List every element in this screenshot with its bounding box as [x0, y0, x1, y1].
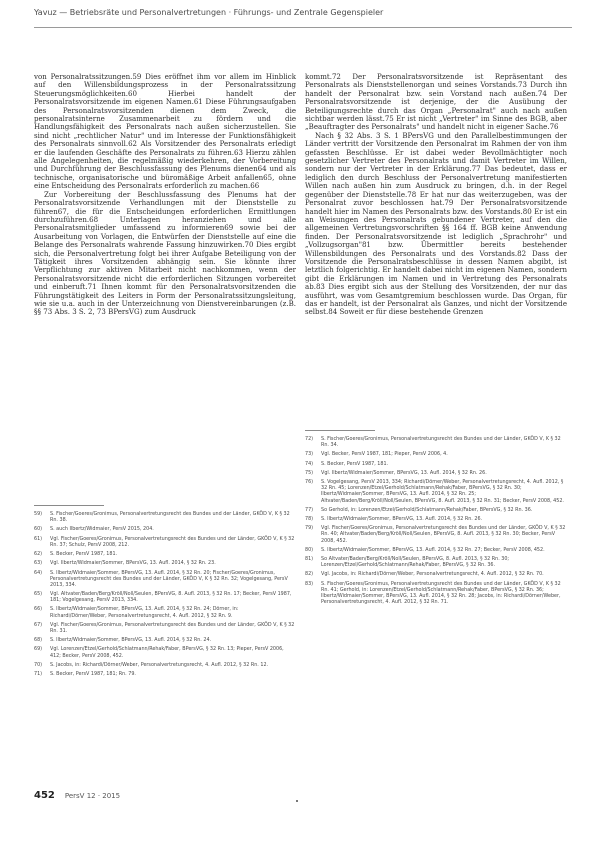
footnote-number: 80) [305, 546, 314, 553]
footnote [305, 516, 567, 522]
footnote-text: So Altvater/Baden/Berg/Kröll/Noll/Seulen, BPersVG, 8. Aufl. 2013, § 32 Rn. 30; Lorenzen/Etzel/Gerhold/Schlatmann/Rehak/Faber, BPersVG, § 32 Rn. 36. [321, 556, 510, 569]
footnote-text: S. Ilbertz/Widmaier/Sommer, BPersVG, 13. Aufl. 2014, § 32 Rn. 20; Fischer/Goeres/Gronimus, Personalvertretungsrecht des Bundes und der Länder, GKÖD V, K § 32 Rn. 32; Vogelgesang, PersV 2013, 334. [50, 569, 288, 588]
footnote [305, 461, 567, 467]
journal-reference: PersV 12 · 2015 [64, 792, 121, 800]
footnote-number: 66) [34, 606, 43, 613]
footnote-number: 78) [305, 516, 314, 523]
print-mark [296, 800, 298, 802]
footnote-text: S. Fischer/Goeres/Gronimus, Personalvertretungsrecht des Bundes und der Länder, GKÖD V, K § 32 Rn. 41; Gerhold, in: Lorenzen/Etzel/Gerhold/Schlatmann/Rehak/Faber, BPersVG, § 32 Rn. 36; Ilbertz/Widmaier/Sommer, BPersVG, 13. Aufl. 2014, § 32 Rn. 28; Jacobs, in: Richardi/Dörner/Weber, Personalvertretungsrecht, 4. Aufl. 2012, § 32 Rn. 71. [321, 580, 561, 606]
footnote [305, 571, 567, 577]
footnote [34, 551, 296, 557]
footnote [305, 556, 567, 568]
running-header: Yavuz — Betriebsräte und Personalvertretungen · Führungs- und Zentrale Gegenspieler [34, 8, 572, 28]
footnote [34, 662, 296, 668]
left-text-column [34, 73, 296, 317]
footnote-text: S. Becker, PersV 1987, 181; Rn. 79. [50, 671, 136, 678]
footnote [305, 451, 567, 457]
footnote [34, 511, 296, 523]
footnote-number: 67) [34, 621, 43, 628]
footnote-number: 82) [305, 571, 314, 578]
footnote-number: 77) [305, 506, 314, 513]
footnote-text: Vgl. Ilbertz/Widmaier/Sommer, BPersVG, 13. Aufl. 2014, § 32 Rn. 26. [321, 469, 487, 476]
footnote-text: S. Ilbertz/Widmaier/Sommer, BPersVG, 13. Aufl. 2014, § 32 Rn. 27; Becker, PersV 2008, 452. [321, 546, 545, 553]
footnote [34, 570, 296, 588]
footnote [34, 536, 296, 548]
footnote-number: 60) [34, 526, 43, 533]
footnote-text: Vgl. Ilbertz/Widmaier/Sommer, BPersVG, 13. Aufl. 2014, § 32 Rn. 23. [50, 560, 216, 567]
footnote-number: 63) [34, 560, 43, 567]
footnote [305, 436, 567, 448]
footnote-number: 70) [34, 661, 43, 668]
page-footer [34, 790, 120, 801]
footnote-text: So Gerhold, in: Lorenzen/Etzel/Gerhold/Schlatmann/Rehak/Faber, BPersVG, § 32 Rn. 36. [321, 506, 533, 513]
footnote-number: 64) [34, 569, 43, 576]
footnote-number: 75) [305, 469, 314, 476]
footnote [34, 526, 296, 532]
footnote-number: 59) [34, 511, 43, 517]
footnote-text: Vgl. Fischer/Goeres/Gronimus, Personalvertretungsrecht des Bundes und der Länder, GKÖD V, K § 32 Rn. 37; Schulz, PersV 2008, 212. [50, 535, 295, 548]
footnote-text: S. Ilbertz/Widmaier/Sommer, BPersVG, 13. Aufl. 2014, § 32 Rn. 24; Dörner, in: Richardi/Dörner/Weber, Personalvertretungsrecht, 4. Aufl. 2012, § 32 Rn. 9. [50, 606, 239, 619]
footnote-number: 69) [34, 646, 43, 653]
footnote-number: 83) [305, 580, 314, 587]
body-paragraph: Zur Vorbereitung der Beschlussfassung des Plenums hat der Personalratsvorsitzende Verhandlungen mit der Dienststelle zu führen67, die für die Entscheidungen erforderlichen Ermittlungen durchzuführen.68 Unterlagen heranziehen und alle Personalratsmitglieder umfassend zu informieren69 sowie bei der Ausarbeitung von Vorlagen, die Entwürfen der Dienststelle auf eine die Belange des Personalrats wahrende Fassung hinzuwirken.70 Dies ergibt sich, die Personalvertretung folgt bei ihrer Aufgabe Beteiligung von der Tätigkeit ihres Vorsitzenden abhängig sein. Sie könnte ihrer Verpflichtung zur aktiven Mitarbeit nicht nachkommen, wenn der Personalratsvorsitzende nicht die erforderlichen Sitzungen vorbereitet und einberuft.71 Ihnen kommt für den Personalratsvorsitzenden die Führungstätigkeit des Leiters in Form der Personalratssitzungsleitung, wie sie u.a. auch in der Unterzeichnung von Dienstvereinbarungen (z.B. §§ 73 Abs. 3 S. 2, 73 BPersVG) zum Ausdruck [34, 189, 296, 317]
footnote [305, 507, 567, 513]
footnote-text: Vgl. Fischer/Goeres/Gronimus, Personalvertretungsrecht des Bundes und der Länder, GKÖD V, K § 32 Rn. 40; Altvater/Baden/Berg/Kröll/Noll/Seulen, BPersVG, 8. Aufl. 2013, § 32 Rn. 30; Becker, PersV 2008, 452. [321, 525, 566, 544]
footnote [34, 606, 296, 618]
footnote [34, 637, 296, 643]
footnote-number: 79) [305, 525, 314, 532]
footnote-text: Vgl. Fischer/Goeres/Gronimus, Personalvertretungsrecht des Bundes und der Länder, GKÖD V, K § 32 Rn. 31. [50, 621, 295, 634]
body-paragraph: kommt.72 Der Personalratsvorsitzende ist Repräsentant des Personalrats als Dienststellenorgan und seines Vorstands.73 Durch ihn handelt der Personalrat bzw. sein Vorstand nach außen.74 Der Personalratsvorsitzende ist derjenige, der die Ausübung der Beteiligungsrechte durch das Organ „Personalrat" auch nach außen sichtbar werden lässt.75 Er ist nicht „Vertreter" im Sinne des BGB, aber „Beauftragter des Personalrats" und handelt nicht in eigener Sache.76 [305, 72, 567, 132]
footnote [34, 646, 296, 658]
footnote-number: 81) [305, 556, 314, 563]
footnote-text: S. Becker, PersV 1987, 181. [50, 551, 118, 558]
page-number: 452 [34, 790, 55, 801]
footnote-text: S. Jacobs, in: Richardi/Dörner/Weber, Personalvertretungsrecht, 4. Aufl. 2012, § 32 Rn. 12. [50, 661, 269, 668]
footnote-text: Vgl. Lorenzen/Etzel/Gerhold/Schlatmann/Rehak/Faber, BPersVG, § 32 Rn. 13; Pieper, PersV 2006, 412; Becker, PersV 2008, 452. [50, 646, 284, 659]
footnote-text: S. Fischer/Goeres/Gronimus, Personalvertretungsrecht des Bundes und der Länder, GKÖD V, K § 32 Rn. 34. [321, 436, 561, 449]
footnote-divider [34, 505, 104, 506]
footnote-number: 71) [34, 671, 43, 678]
body-paragraph: von Personalratssitzungen.59 Dies eröffnet ihm vor allem im Hinblick auf den Willensbildungsprozess in der Personalratssitzung Steuerungsmöglichkeiten.60 Hierbei handelt der Personalratsvorsitzende im eigenen Namen.61 Diese Führungsaufgaben des Personalratsvorsitzenden dienen dem Zweck, die personalratsinterne Zusammenarbeit zu fördern und die Handlungsfähigkeit des Personalrats nach außen sicherzustellen. Sie sind nicht „rechtlicher Natur" und im Interesse der Funktionsfähigkeit des Personalrats sinnvoll.62 Als Vorsitzender des Personalrats erledigt er die laufenden Geschäfte des Personalrats zu führen.63 Hierzu zählen alle Angelegenheiten, die regelmäßig wiederkehren, der Vorbereitung und Durchführung der Beschlussfassung des Plenums dienen64 und als technische, organisatorische und büromäßige Arbeit anfallen65, ohne eine Entscheidung des Personalrats erforderlich zu machen.66 [34, 72, 296, 191]
right-footnotes [305, 436, 567, 608]
footnote [305, 547, 567, 553]
footnote [34, 671, 296, 677]
footnote-divider [305, 430, 375, 431]
footnote-text: S. Fischer/Goeres/Gronimus, Personalvertretungsrecht des Bundes und der Länder, GKÖD V, K § 32 Rn. 38. [50, 511, 290, 524]
footnote-text: Vgl. Becker, PersV 1987, 181; Pieper, PersV 2006, 4. [321, 451, 448, 458]
footnote-text: Vgl. Altvater/Baden/Berg/Kröll/Noll/Seulen, BPersVG, 8. Aufl. 2013, § 32 Rn. 17; Becker, PersV 1987, 181; Vogelgesang, PersV 2013, 334. [50, 591, 292, 604]
footnote-number: 72) [305, 436, 314, 442]
footnote-number: 74) [305, 460, 314, 467]
footnote-text: S. Ilbertz/Widmaier/Sommer, BPersVG, 13. Aufl. 2014, § 32 Rn. 24. [50, 637, 212, 644]
footnote [34, 622, 296, 634]
footnote-number: 65) [34, 591, 43, 598]
footnote-text: S. Becker, PersV 1987, 181. [321, 460, 389, 467]
footnote [305, 479, 567, 503]
footnote [305, 525, 567, 543]
right-text-column [305, 73, 567, 317]
footnote [305, 470, 567, 476]
footnote-text: S. Ilbertz/Widmaier/Sommer, BPersVG, 13. Aufl. 2014, § 32 Rn. 26. [321, 516, 483, 523]
footnote [34, 591, 296, 603]
footnote-number: 61) [34, 535, 43, 542]
body-paragraph: Nach § 32 Abs. 3 S. 1 BPersVG und den Parallelbestimmungen der Länder vertritt der Vorsitzende den Personalrat im Rahmen der von ihm gefassten Beschlüsse. Er ist dabei weder Bevollmächtigter noch gesetzlicher Vertreter des Personalrats und damit Vertreter im Willen, sondern nur der Vertreter in der Erklärung.77 Das bedeutet, dass er lediglich den durch Beschluss der Personalvertretung manifestierten Willen nach außen hin zum Ausdruck zu bringen, d.h. in der Regel gegenüber der Dienststelle.78 Er hat nur das weiterzugeben, was der Personalrat zuvor beschlossen hat.79 Der Personalratsvorsitzende handelt hier im Namen des Personalrats bzw. des Vorstands.80 Er ist ein an Weisungen des Personalrats gebundener Vertreter, auf den die allgemeinen Vertretungsvorschriften §§ 164 ff. BGB keine Anwendung finden. Der Personalratsvorsitzende ist lediglich „Sprachrohr" und „Vollzugsorgan"81 bzw. Übermittler bereits bestehender Willensbildungen des Personalrats und des Vorstands.82 Dass der Vorsitzende die Personalratsbeschlüsse in dessen Namen abgibt, ist letztlich folgerichtig. Er handelt dabei nicht im eigenen Namen, sondern gibt die Erklärungen im Namen und in Vertretung des Personalrats ab.83 Dies ergibt sich aus der Stellung des Vorsitzenden, der nur das ausführt, was vom Gesamtgremium beschlossen wurde. Das Organ, für das er handelt, ist der Personalrat als Ganzes, und nicht der Vorsitzende selbst.84 Soweit er für diese bestehende Grenzen [305, 130, 567, 317]
footnote-number: 62) [34, 551, 43, 558]
footnote [34, 560, 296, 566]
left-footnotes [34, 511, 296, 680]
footnote [305, 581, 567, 605]
footnote-number: 68) [34, 637, 43, 644]
footnote-text: S. auch Ilbertz/Widmaier, PersV 2015, 204. [50, 526, 154, 533]
footnote-text: Vgl. Jacobs, in: Richardi/Dörner/Weber, Personalvertretungsrecht, 4. Aufl. 2012, § 32 Rn. 70. [321, 571, 544, 578]
footnote-text: S. Vogelgesang, PersV 2013, 334; Richardi/Dörner/Weber, Personalvertretungsrecht, 4. Aufl. 2012, § 32 Rn. 45; Lorenzen/Etzel/Gerhold/Schlatmann/Rehak/Faber, BPersVG, § 32 Rn. 30; Ilbertz/Widmaier/Sommer, BPersVG, 13. Aufl. 2014, § 32 Rn. 25; Altvater/Baden/Berg/Kröll/Noll/Seulen, BPersVG, 8. Aufl. 2013, § 32 Rn. 31; Becker, PersV 2008, 452. [321, 479, 564, 504]
footnote-number: 73) [305, 451, 314, 458]
footnote-number: 76) [305, 479, 314, 486]
